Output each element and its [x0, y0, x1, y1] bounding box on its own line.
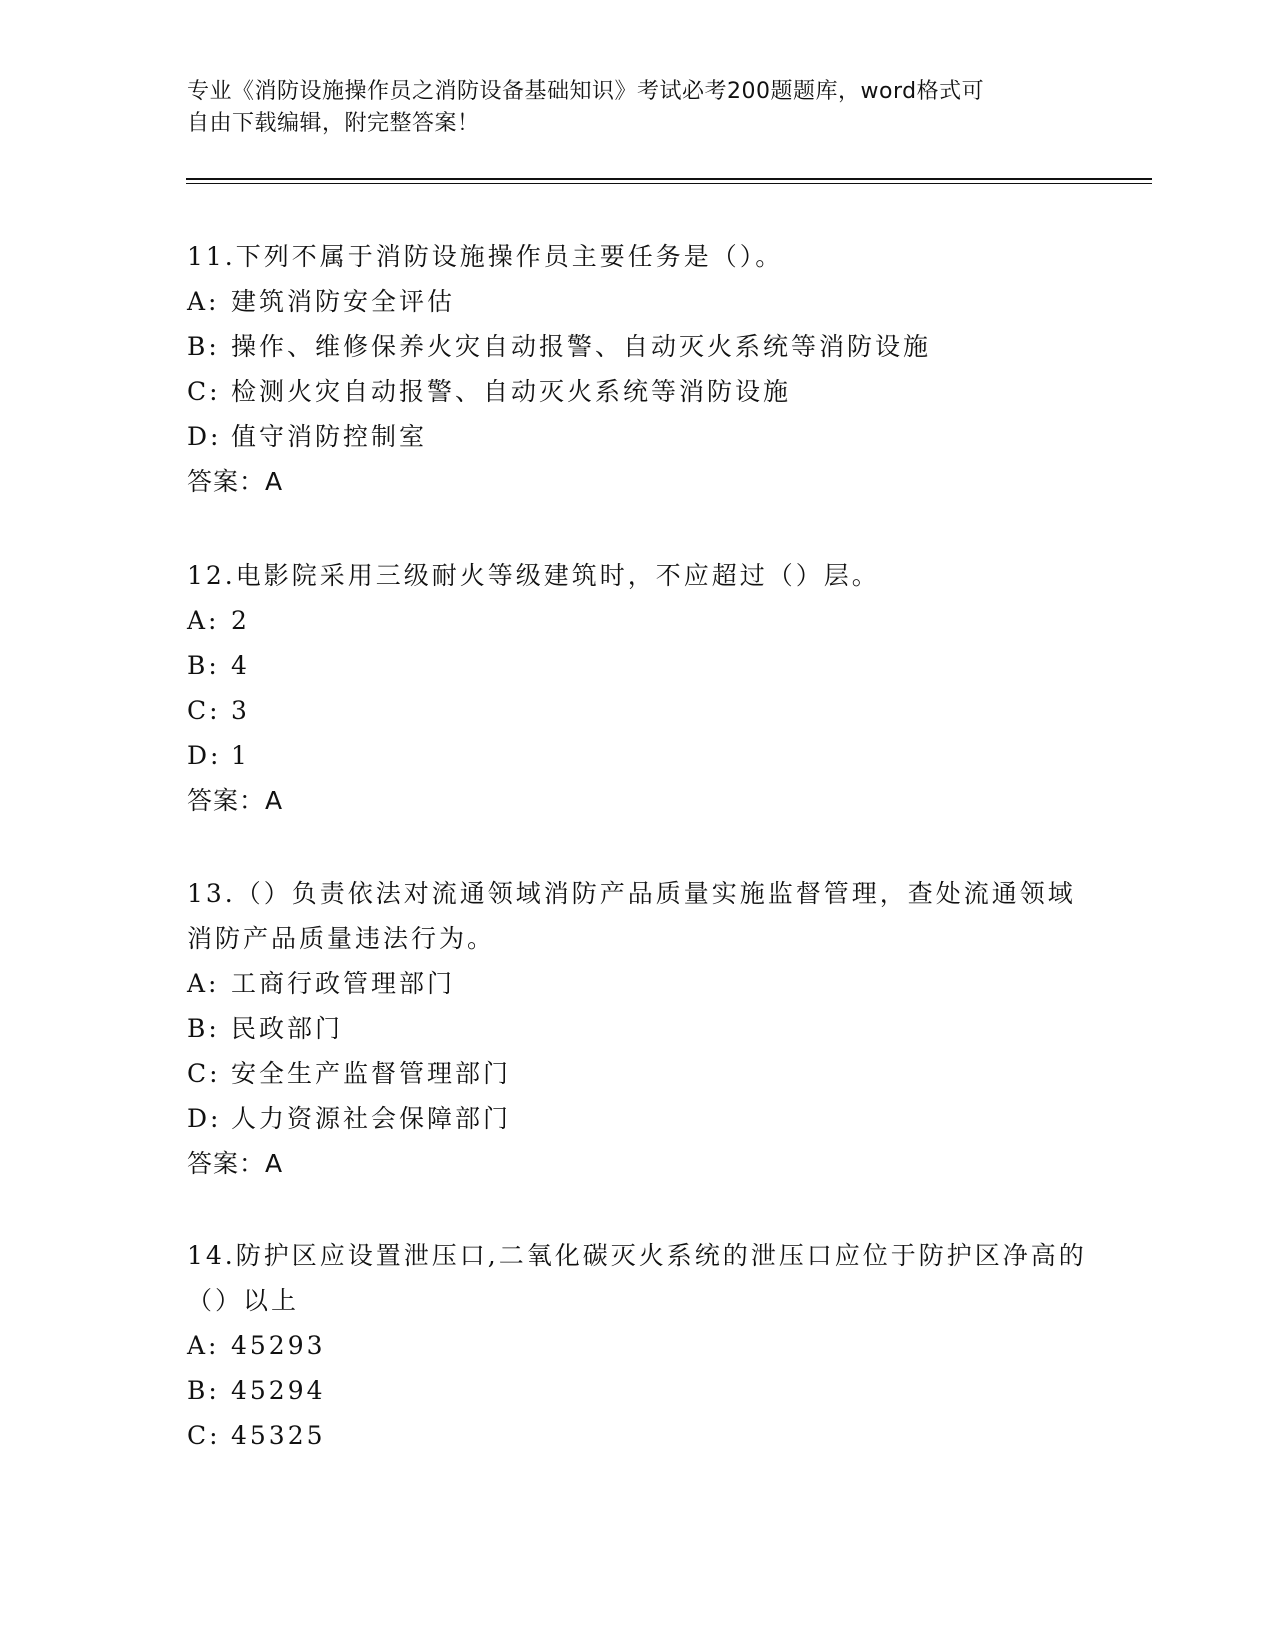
option-a	[187, 598, 1087, 643]
question-11	[187, 234, 1087, 504]
option-letter: D:	[187, 741, 222, 770]
question-stem: 14.防护区应设置泄压口,二氧化碳灭火系统的泄压口应位于防护区净高的（）以上	[187, 1241, 1087, 1315]
header-line-1: 专业《消防设施操作员之消防设备基础知识》考试必考200题题库，word格式可	[187, 79, 985, 104]
option-text: 安全生产监督管理部门	[231, 1059, 512, 1088]
option-text: 建筑消防安全评估	[231, 287, 456, 316]
option-d	[187, 733, 1087, 778]
option-letter: C:	[187, 1421, 221, 1450]
option-letter: A:	[187, 287, 220, 316]
option-letter: A:	[187, 606, 220, 635]
answer-line: 答案：A	[187, 467, 284, 496]
option-b	[187, 324, 1087, 369]
option-c	[187, 1051, 1087, 1096]
option-text: 人力资源社会保障部门	[231, 1104, 512, 1133]
option-text: 4	[231, 651, 250, 680]
option-text: 3	[231, 696, 250, 725]
document-header	[187, 76, 1067, 140]
option-letter: C:	[187, 1059, 221, 1088]
option-letter: C:	[187, 696, 221, 725]
option-d	[187, 414, 1087, 459]
question-14	[187, 1233, 1087, 1458]
answer-line: 答案：A	[187, 786, 284, 815]
answer-line: 答案：A	[187, 1149, 284, 1178]
question-12	[187, 553, 1087, 823]
option-letter: D:	[187, 422, 222, 451]
option-text: 45294	[231, 1376, 326, 1405]
header-line-2: 自由下载编辑，附完整答案！	[187, 111, 480, 136]
option-letter: B:	[187, 332, 220, 361]
option-letter: D:	[187, 1104, 222, 1133]
option-text: 检测火灾自动报警、自动灭火系统等消防设施	[231, 377, 792, 406]
option-b	[187, 1006, 1087, 1051]
option-text: 45293	[231, 1331, 326, 1360]
option-b	[187, 643, 1087, 688]
option-b	[187, 1368, 1087, 1413]
header-divider-thin	[186, 183, 1152, 184]
option-c	[187, 1413, 1087, 1458]
option-text: 1	[231, 741, 250, 770]
option-text: 工商行政管理部门	[231, 969, 456, 998]
option-text: 操作、维修保养火灾自动报警、自动灭火系统等消防设施	[231, 332, 932, 361]
header-divider-thick	[186, 178, 1152, 180]
option-c	[187, 688, 1087, 733]
option-d	[187, 1096, 1087, 1141]
option-c	[187, 369, 1087, 414]
option-letter: A:	[187, 1331, 220, 1360]
option-letter: A:	[187, 969, 220, 998]
option-text: 45325	[231, 1421, 326, 1450]
option-text: 民政部门	[231, 1014, 344, 1043]
option-letter: B:	[187, 1014, 220, 1043]
option-a	[187, 279, 1087, 324]
question-stem: 12.电影院采用三级耐火等级建筑时，不应超过（）层。	[187, 561, 880, 590]
question-stem: 11.下列不属于消防设施操作员主要任务是（）。	[187, 242, 784, 271]
question-13	[187, 871, 1087, 1186]
question-stem: 13.（）负责依法对流通领域消防产品质量实施监督管理，查处流通领域消防产品质量违法行为。	[187, 879, 1076, 953]
option-a	[187, 1323, 1087, 1368]
option-letter: C:	[187, 377, 221, 406]
option-letter: B:	[187, 651, 220, 680]
option-a	[187, 961, 1087, 1006]
option-text: 值守消防控制室	[231, 422, 428, 451]
option-letter: B:	[187, 1376, 220, 1405]
option-text: 2	[231, 606, 250, 635]
